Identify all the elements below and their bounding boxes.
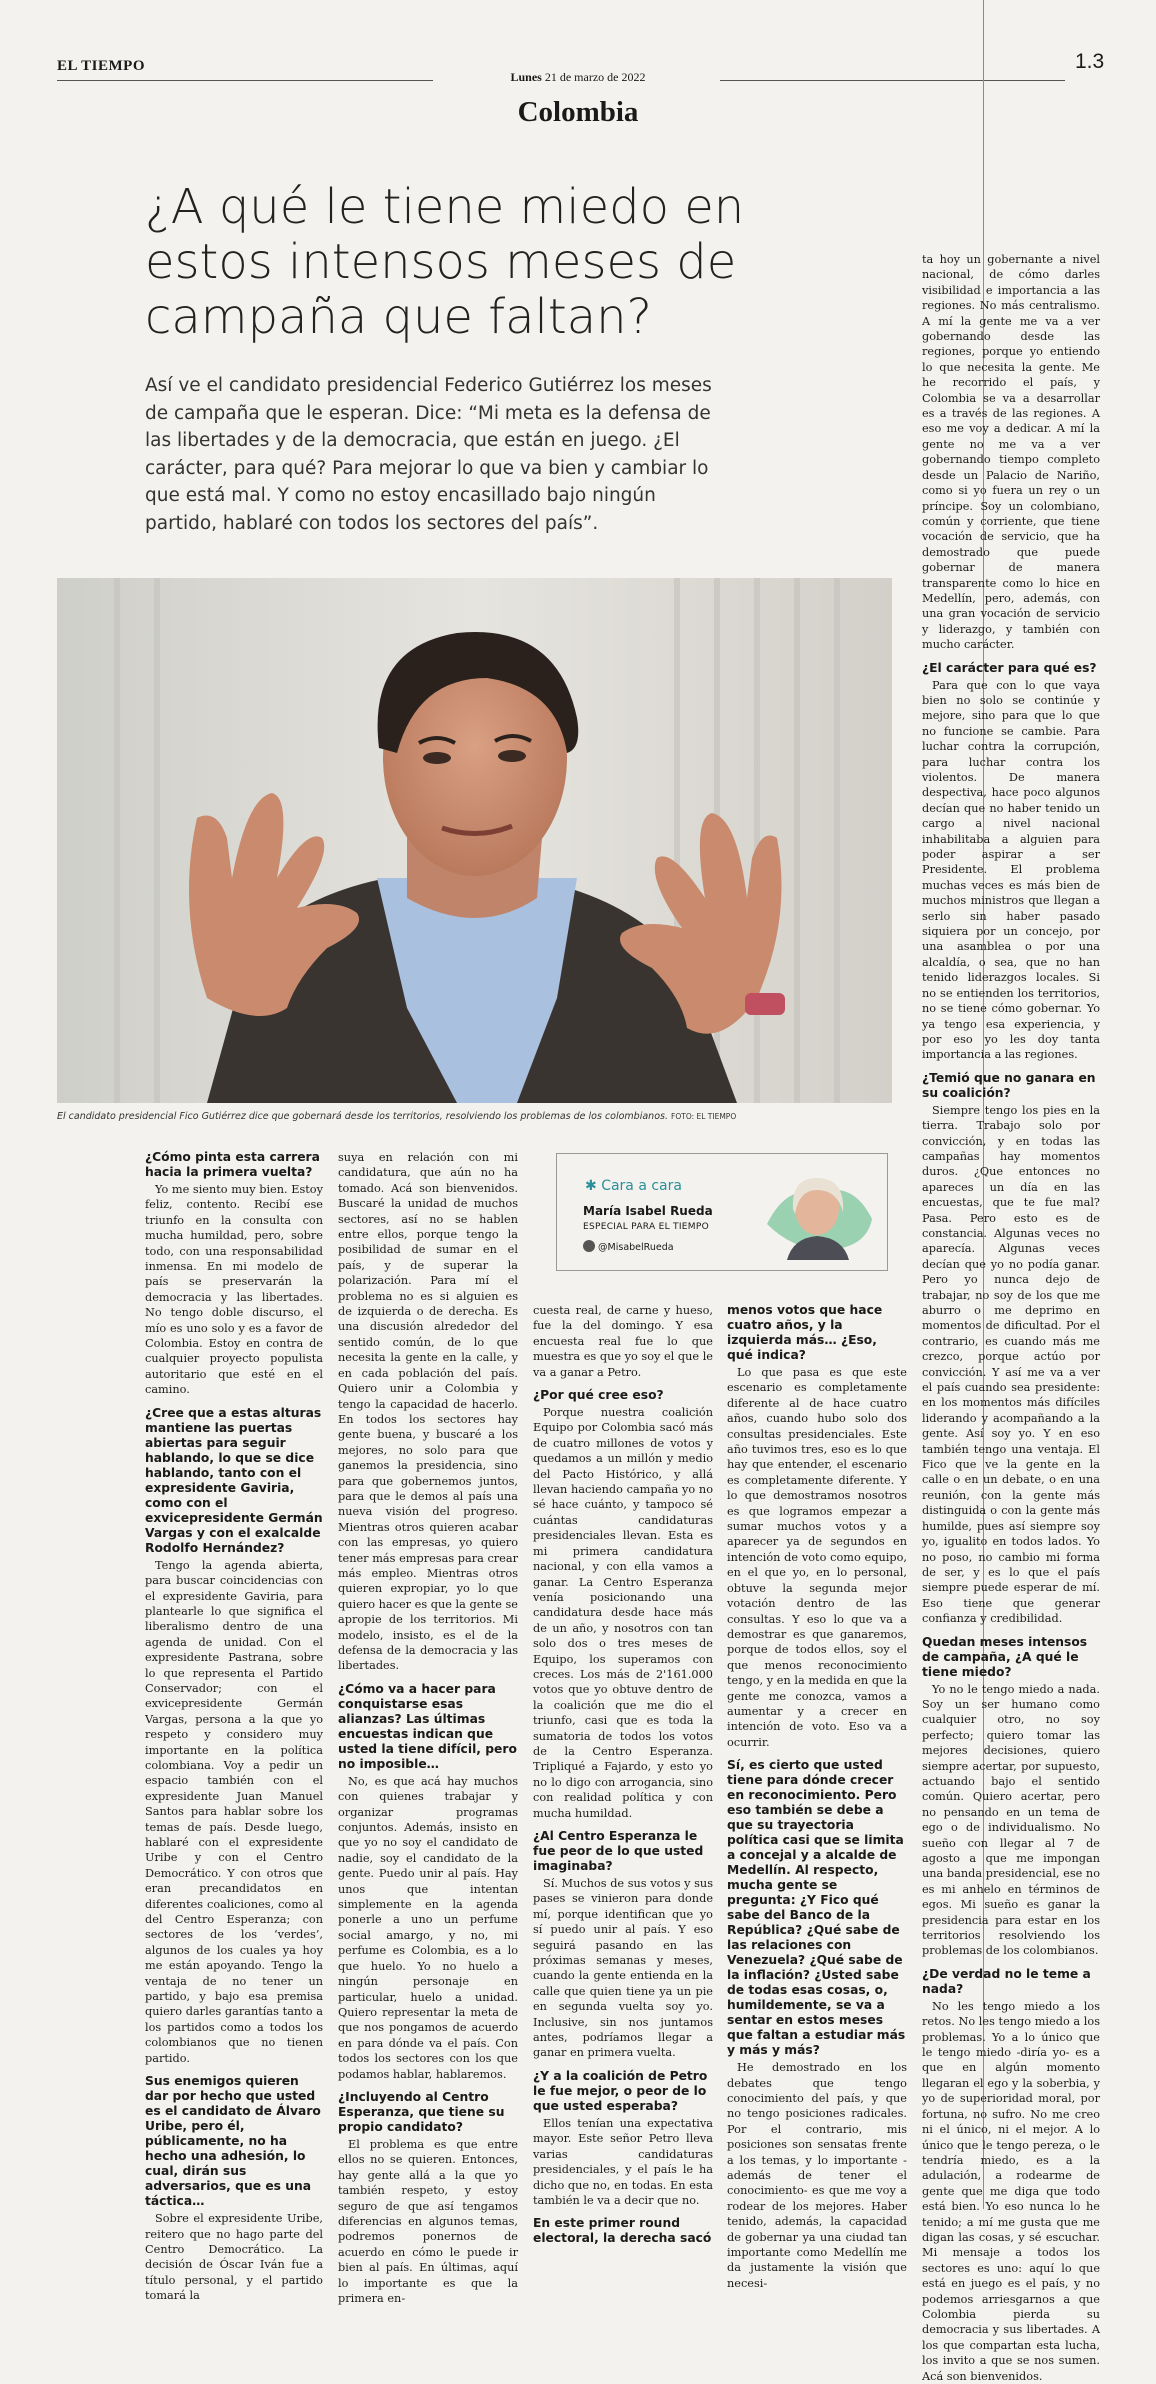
author-handle-text: @MisabelRueda bbox=[598, 1242, 674, 1253]
interview-question: ¿Por qué cree eso? bbox=[533, 1388, 664, 1403]
author-portrait bbox=[757, 1164, 877, 1260]
section-title: Colombia bbox=[517, 96, 639, 128]
interview-answer: No, es que acá hay muchos con quienes trabajar y organizar programas conjuntos. Además, insisto en que yo no soy el candidato de nadie, soy el candidato de la gente. Puedo unir al país. Hay unos que intentan simplemente en la agenda ponerle a uno un perfume social amargo, y no, mi perfume es Colombia, es a lo que huelo. Yo no huelo a ningún personaje en particular, huelo a unidad. Quiero representar la meta de que nos pongamos de acuerdo en para dónde va el país. Con todos los sectores con los que podamos hablar, hablaremos. bbox=[338, 1774, 518, 2081]
byline-box bbox=[556, 1153, 888, 1271]
date-rest: 21 de marzo de 2022 bbox=[544, 70, 646, 84]
column-5 bbox=[922, 252, 1100, 2384]
interview-answer: Para que con lo que vaya bien no solo se continúe y mejore, sino para que lo que no funcione se cambie. Para luchar contra la corrupción, para luchar contra los violentos. De manera despectiva, hace poco algunos decían que no haber tenido un cargo a nivel nacional inhabilitaba a alguien para poder aspirar a ser Presidente. El problema muchas veces es más bien de muchos ministros que llegan a serlo sin haber pasado siquiera por un concejo, por una asamblea o por una alcaldía, o sea, que no han tenido liderazgos locales. Si no se entienden los territorios, no se tiene cómo gobernar. Yo ya tengo esa experiencia, y por eso yo les doy tanta importancia a las regiones. bbox=[922, 678, 1100, 1062]
masthead-logo: EL TIEMPO bbox=[57, 58, 145, 74]
interview-question: Quedan meses intensos de campaña, ¿A qué le tiene miedo? bbox=[922, 1634, 1088, 1679]
interview-answer: Sí. Muchos de sus votos y sus pases se vinieron para donde mí, porque identifican que yo sí puedo unir al país. Y eso seguirá pasando en las próximas semanas y meses, cuando la gente entienda en la calle que quien tiene ya un pie en segunda vuelta soy yo. Inclusive, sin nos juntamos antes, podríamos llegar a ganar en primera vuelta. bbox=[533, 1877, 713, 2060]
interview-answer: cuesta real, de carne y hueso, fue la del domingo. Y esa encuesta real fue lo que muestra es que yo soy el que le va a ganar a Petro. bbox=[533, 1304, 713, 1379]
author-handle bbox=[583, 1240, 674, 1253]
twitter-icon bbox=[583, 1240, 595, 1252]
header-rule-right bbox=[720, 80, 1065, 81]
interview-question: ¿Cómo pinta esta carrera hacia la primera vuelta? bbox=[145, 1150, 320, 1179]
page-number: 1.3 bbox=[1075, 50, 1105, 73]
column-4 bbox=[727, 1303, 907, 2291]
article-headline: ¿A qué le tiene miedo en estos intensos meses de campaña que faltan? bbox=[145, 179, 745, 345]
interview-answer: El problema es que entre ellos no se quieren. Entonces, hay gente allá a la que yo también respeto, y estoy seguro de que así tengamos diferencias en algunos temas, podremos ponernos de acuerdo en cómo le puede ir bien al país. En últimas, aquí lo importante es que la primera en- bbox=[338, 2137, 518, 2305]
interview-answer: Ellos tenían una expectativa mayor. Este señor Petro lleva varias candidaturas presidenciales, y el país le ha dicho que no, en todas. En esta también le va a decir que no. bbox=[533, 2116, 713, 2207]
interview-question: En este primer round electoral, la derecha sacó bbox=[533, 2216, 712, 2246]
interview-answer: Sobre el expresidente Uribe, reitero que no hago parte del Centro Democrático. La decisión de Óscar Iván fue a título personal, y el partido tomará la bbox=[145, 2212, 323, 2303]
byline-label bbox=[585, 1178, 682, 1194]
date-day: Lunes bbox=[510, 70, 542, 84]
column-1 bbox=[145, 1150, 323, 2304]
interview-question: ¿Al Centro Esperanza le fue peor de lo que usted imaginaba? bbox=[533, 1829, 704, 1873]
interview-question: menos votos que hace cuatro años, y la izquierda más… ¿Eso, qué indica? bbox=[727, 1303, 883, 1362]
caption-text: El candidato presidencial Fico Gutiérrez dice que gobernará desde los territorios, resolviendo los problemas de los colombianos. bbox=[57, 1111, 668, 1122]
candidate-photo bbox=[57, 578, 892, 1103]
interview-answer: Siempre tengo los pies en la tierra. Trabajo solo por convicción, y en todas las campañas hay momentos duros. ¿Que entonces no apareces un día en las encuestas, que te fue mal? Pasa. Pero esto es de constancia. Algunas veces no aparecía. Algunas veces decían que yo no podía ganar. Pero yo nunca dejo de trabajar, no soy de los que me aburro o me deprimo en momentos de dificultad. Por el contrario, es cuando más me crezco, porque actúo por convicción. Y así me va a ver el país cuando sea presidente: en los momentos más difíciles liderando y acompañando a la gente. Así soy yo. Y en eso también tengo una ventaja. El Fico que ve la gente en la calle o en un debate, o en una reunión, con la gente más distinguida o con la gente más humilde, pues así siempre soy yo, igualito en todos lados. Yo no poso, no cambio mi forma de ser, y es lo que el país siempre puede esperar de mí. Eso tiene que generar confianza y credibilidad. bbox=[922, 1103, 1100, 1626]
interview-question: ¿Cómo va a hacer para conquistarse esas alianzas? Las últimas encuestas indican que usted la tiene difícil, pero no imposible… bbox=[338, 1681, 517, 1771]
interview-question: ¿El carácter para qué es? bbox=[922, 660, 1097, 675]
star-icon: ✱ bbox=[585, 1178, 597, 1194]
interview-question: Sí, es cierto que usted tiene para dónde crecer en reconocimiento. Pero eso también se debe a que su trayectoria política casi que se limita a concejal y a alcalde de Medellín. Al respecto, mucha gente se pregunta: ¿Y Fico qué sabe del Banco de la República? ¿Qué sabe de las relaciones con Venezuela? ¿Qué sabe de la inflación? ¿Usted sabe de todas esas cosas, o, humildemente, se va a sentar en estos meses que faltan a estudiar más y más y más? bbox=[727, 1758, 906, 2058]
interview-question: ¿Incluyendo al Centro Esperanza, que tiene su propio candidato? bbox=[338, 2089, 505, 2134]
article-dek: Así ve el candidato presidencial Federico Gutiérrez los meses de campaña que le esperan. Dice: “Mi meta es la defensa de las libertades y de la democracia, que están en juego. ¿El carácter, para qué? Para mejorar lo que va bien y cambiar lo que está mal. Y como no estoy encasillado bajo ningún partido, hablaré con todos los sectores del país”. bbox=[145, 375, 712, 534]
interview-answer: Lo que pasa es que este escenario es completamente diferente al de hace cuatro años, cuando hubo solo dos consultas presidenciales. Este año tuvimos tres, eso es lo que hay que entender, el escenario es completamente diferente. Y lo que demostramos nosotros es que logramos empezar a sumar muchos votos y a aparecer ya de segundos en intención de voto como equipo, en el que yo, en lo personal, obtuve la segunda mejor votación dentro de las consultas. Y eso lo que va a demostrar es que ganaremos, porque de todos ellos, soy el que menos reconocimiento tengo, y en la medida en que la gente me conozca, vamos a aumentar y a crecer en intención de voto. Eso va a ocurrir. bbox=[727, 1366, 907, 1749]
interview-question: ¿Temió que no ganara en su coalición? bbox=[922, 1070, 1096, 1100]
interview-question: Sus enemigos quieren dar por hecho que usted es el candidato de Álvaro Uribe, pero él, públicamente, no ha hecho una adhesión, lo cual, dirán sus adversarios, que es una táctica… bbox=[145, 2074, 321, 2209]
interview-answer: Porque nuestra coalición Equipo por Colombia sacó más de cuatro millones de votos y quedamos a un millón y medio del Pacto Histórico, y allá llevan haciendo campaña yo no sé hace cuánto, y tampoco sé cuántas candidaturas presidenciales llevan. Esta es mi primera candidatura nacional, y con ella vamos a ganar. La Centro Esperanza venía posicionando una candidatura desde hace más de un año, y nosotros con tan solo dos o tres meses de Equipo, los superamos con creces. Los más de 2'161.000 votos que yo obtuve dentro de la coalición que me dio el triunfo, casi que es toda la sumatoria de todos los votos de la Centro Esperanza. Tripliqué a Fajardo, y esto yo no lo digo con arrogancia, sino con realidad política y con mucha humildad. bbox=[533, 1406, 713, 1820]
interview-answer: Yo no le tengo miedo a nada. Soy un ser humano como cualquier otro, no soy perfecto; quiero tomar las mejores decisiones, quiero siempre acertar, por supuesto, actuando bajo el sentido común. Quiero acertar, pero no pensando en un tema de ego o de individualismo. No sueño con llegar al 7 de agosto a que me impongan una banda presidencial, ese no es mi anhelo en términos de egos. Mi sueño es ganar la presidencia para estar en los territorios resolviendo los problemas de los colombianos. bbox=[922, 1682, 1100, 1958]
interview-question: ¿De verdad no le teme a nada? bbox=[922, 1966, 1091, 1996]
photo-caption bbox=[57, 1111, 892, 1122]
column-2 bbox=[338, 1150, 518, 2306]
header-rule-left bbox=[57, 80, 433, 81]
author-name: María Isabel Rueda bbox=[583, 1204, 713, 1218]
interview-answer: Tengo la agenda abierta, para buscar coincidencias con el expresidente Gaviria, para plantearle lo que significa el liberalismo dentro de una agenda de unidad. Con el expresidente Pastrana, sobre lo que representa el Partido Conservador; con el exvicepresidente Germán Vargas, persona a la que yo respeto y considero muy importante en la política colombiana. Voy a pedir un espacio también con el expresidente Juan Manuel Santos para hablar sobre los temas de país. Desde luego, hablaré con el expresidente Uribe y con el Centro Democrático. Y con otros que eran precandidatos en diferentes coaliciones, como al del Centro Esperanza; con sectores de los ‘verdes’, algunos de los cuales ya hoy me están apoyando. Tengo la ventaja de no tener un partido, y bajo esa premisa quiero darles garantías tanto a los partidos como a todos los colombianos que no tienen partido. bbox=[145, 1558, 323, 2065]
interview-question: ¿Y a la coalición de Petro le fue mejor, o peor de lo que usted esperaba? bbox=[533, 2068, 708, 2113]
photo-credit: FOTO: EL TIEMPO bbox=[671, 1112, 737, 1121]
byline-label-text: Cara a cara bbox=[601, 1178, 682, 1194]
interview-answer: suya en relación con mi candidatura, que aún no ha tomado. Acá son bienvenidos. Buscaré la unidad de muchos sectores, así no se hablen entre ellos, porque tengo la posibilidad de sumar en el país, y de superar la polarización. Para mí el problema no es si alguien es de izquierda o de derecha. Es una discusión alrededor del sentido común, de lo que necesita la gente en la calle, y en cada población del país. Quiero unir a Colombia y tengo la capacidad de hacerlo. En todos los sectores hay gente buena, y buscaré a los mejores, no solo para que ganemos la presidencia, sino para que gobernemos juntos, para que le demos al país una nueva visión del progreso. Mientras otros quieren acabar con las empresas, yo quiero tener más empresas para crear más empleo. Mientras otros quieren expropiar, yo lo que quiero hacer es que la gente se apropie de los territorios. Mi modelo, insisto, es el de la defensa de la democracia y las libertades. bbox=[338, 1151, 518, 1673]
author-role: ESPECIAL PARA EL TIEMPO bbox=[583, 1222, 709, 1232]
interview-answer: ta hoy un gobernante a nivel nacional, de cómo darles visibilidad e importancia a las regiones. No más centralismo. A mí la gente me va a ver gobernando desde las regiones, porque yo entiendo lo que necesita la gente. Me he recorrido el país, y Colombia se va a desarrollar es a través de las regiones. A eso me voy a dedicar. A mí la gente no me va a ver gobernando tiempo completo desde un Palacio de Nariño, como si yo fuera un rey o un príncipe. Soy un colombiano, común y corriente, que tiene vocación de servicio, que ha demostrado que puede gobernar de manera transparente como lo hice en Medellín, pero, además, con una gran vocación de servicio y liderazgo, y también con mucho carácter. bbox=[922, 253, 1100, 652]
interview-answer: No les tengo miedo a los retos. No les tengo miedo a los problemas. Yo a lo único que le tengo miedo -diría yo- es a que en algún momento llegaran el ego y la soberbia, y yo de superioridad moral, por fortuna, no sufro. No me creo ni el único, ni el mejor. A lo único que le tengo pereza, o le tendría miedo, es a la adulación, a rodearme de gente que me diga que todo está bien. Yo eso nunca lo he tenido; a mí me gusta que me digan las cosas, y sé escuchar. Mi mensaje a todos los sectores es uno: aquí lo que está en juego es el país, y no podemos arriesgarnos a que Colombia pierda su democracia y sus libertades. A los que compartan esta lucha, los invito a que se nos sumen. Acá son bienvenidos. bbox=[922, 1999, 1100, 2383]
column-3 bbox=[533, 1303, 713, 2248]
issue-date bbox=[440, 70, 716, 85]
interview-answer: He demostrado en los debates que tengo conocimiento del país, y que no tengo posiciones radicales. Por el contrario, mis posiciones son sensatas frente a los temas, y lo importante -además de tener el conocimiento- es que me voy a rodear de los mejores. Haber tenido, además, la capacidad de gobernar ya una ciudad tan importante como Medellín me da justamente la visión que necesi- bbox=[727, 2061, 907, 2290]
interview-question: ¿Cree que a estas alturas mantiene las puertas abiertas para seguir hablando, lo que se dice hablando, tanto con el expresidente Gaviria, como con el exvicepresidente Germán Vargas y con el exalcalde Rodolfo Hernández? bbox=[145, 1405, 323, 1555]
interview-answer: Yo me siento muy bien. Estoy feliz, contento. Recibí ese triunfo en la consulta con mucha humildad, pero, sobre todo, con una responsabilidad inmensa. En mi modelo de país se preservarán la democracia y las libertades. No tengo doble discurso, el mío es uno solo y es a favor de Colombia. Estoy en contra de cualquier proyecto populista autoritario que esté en el camino. bbox=[145, 1183, 323, 1397]
